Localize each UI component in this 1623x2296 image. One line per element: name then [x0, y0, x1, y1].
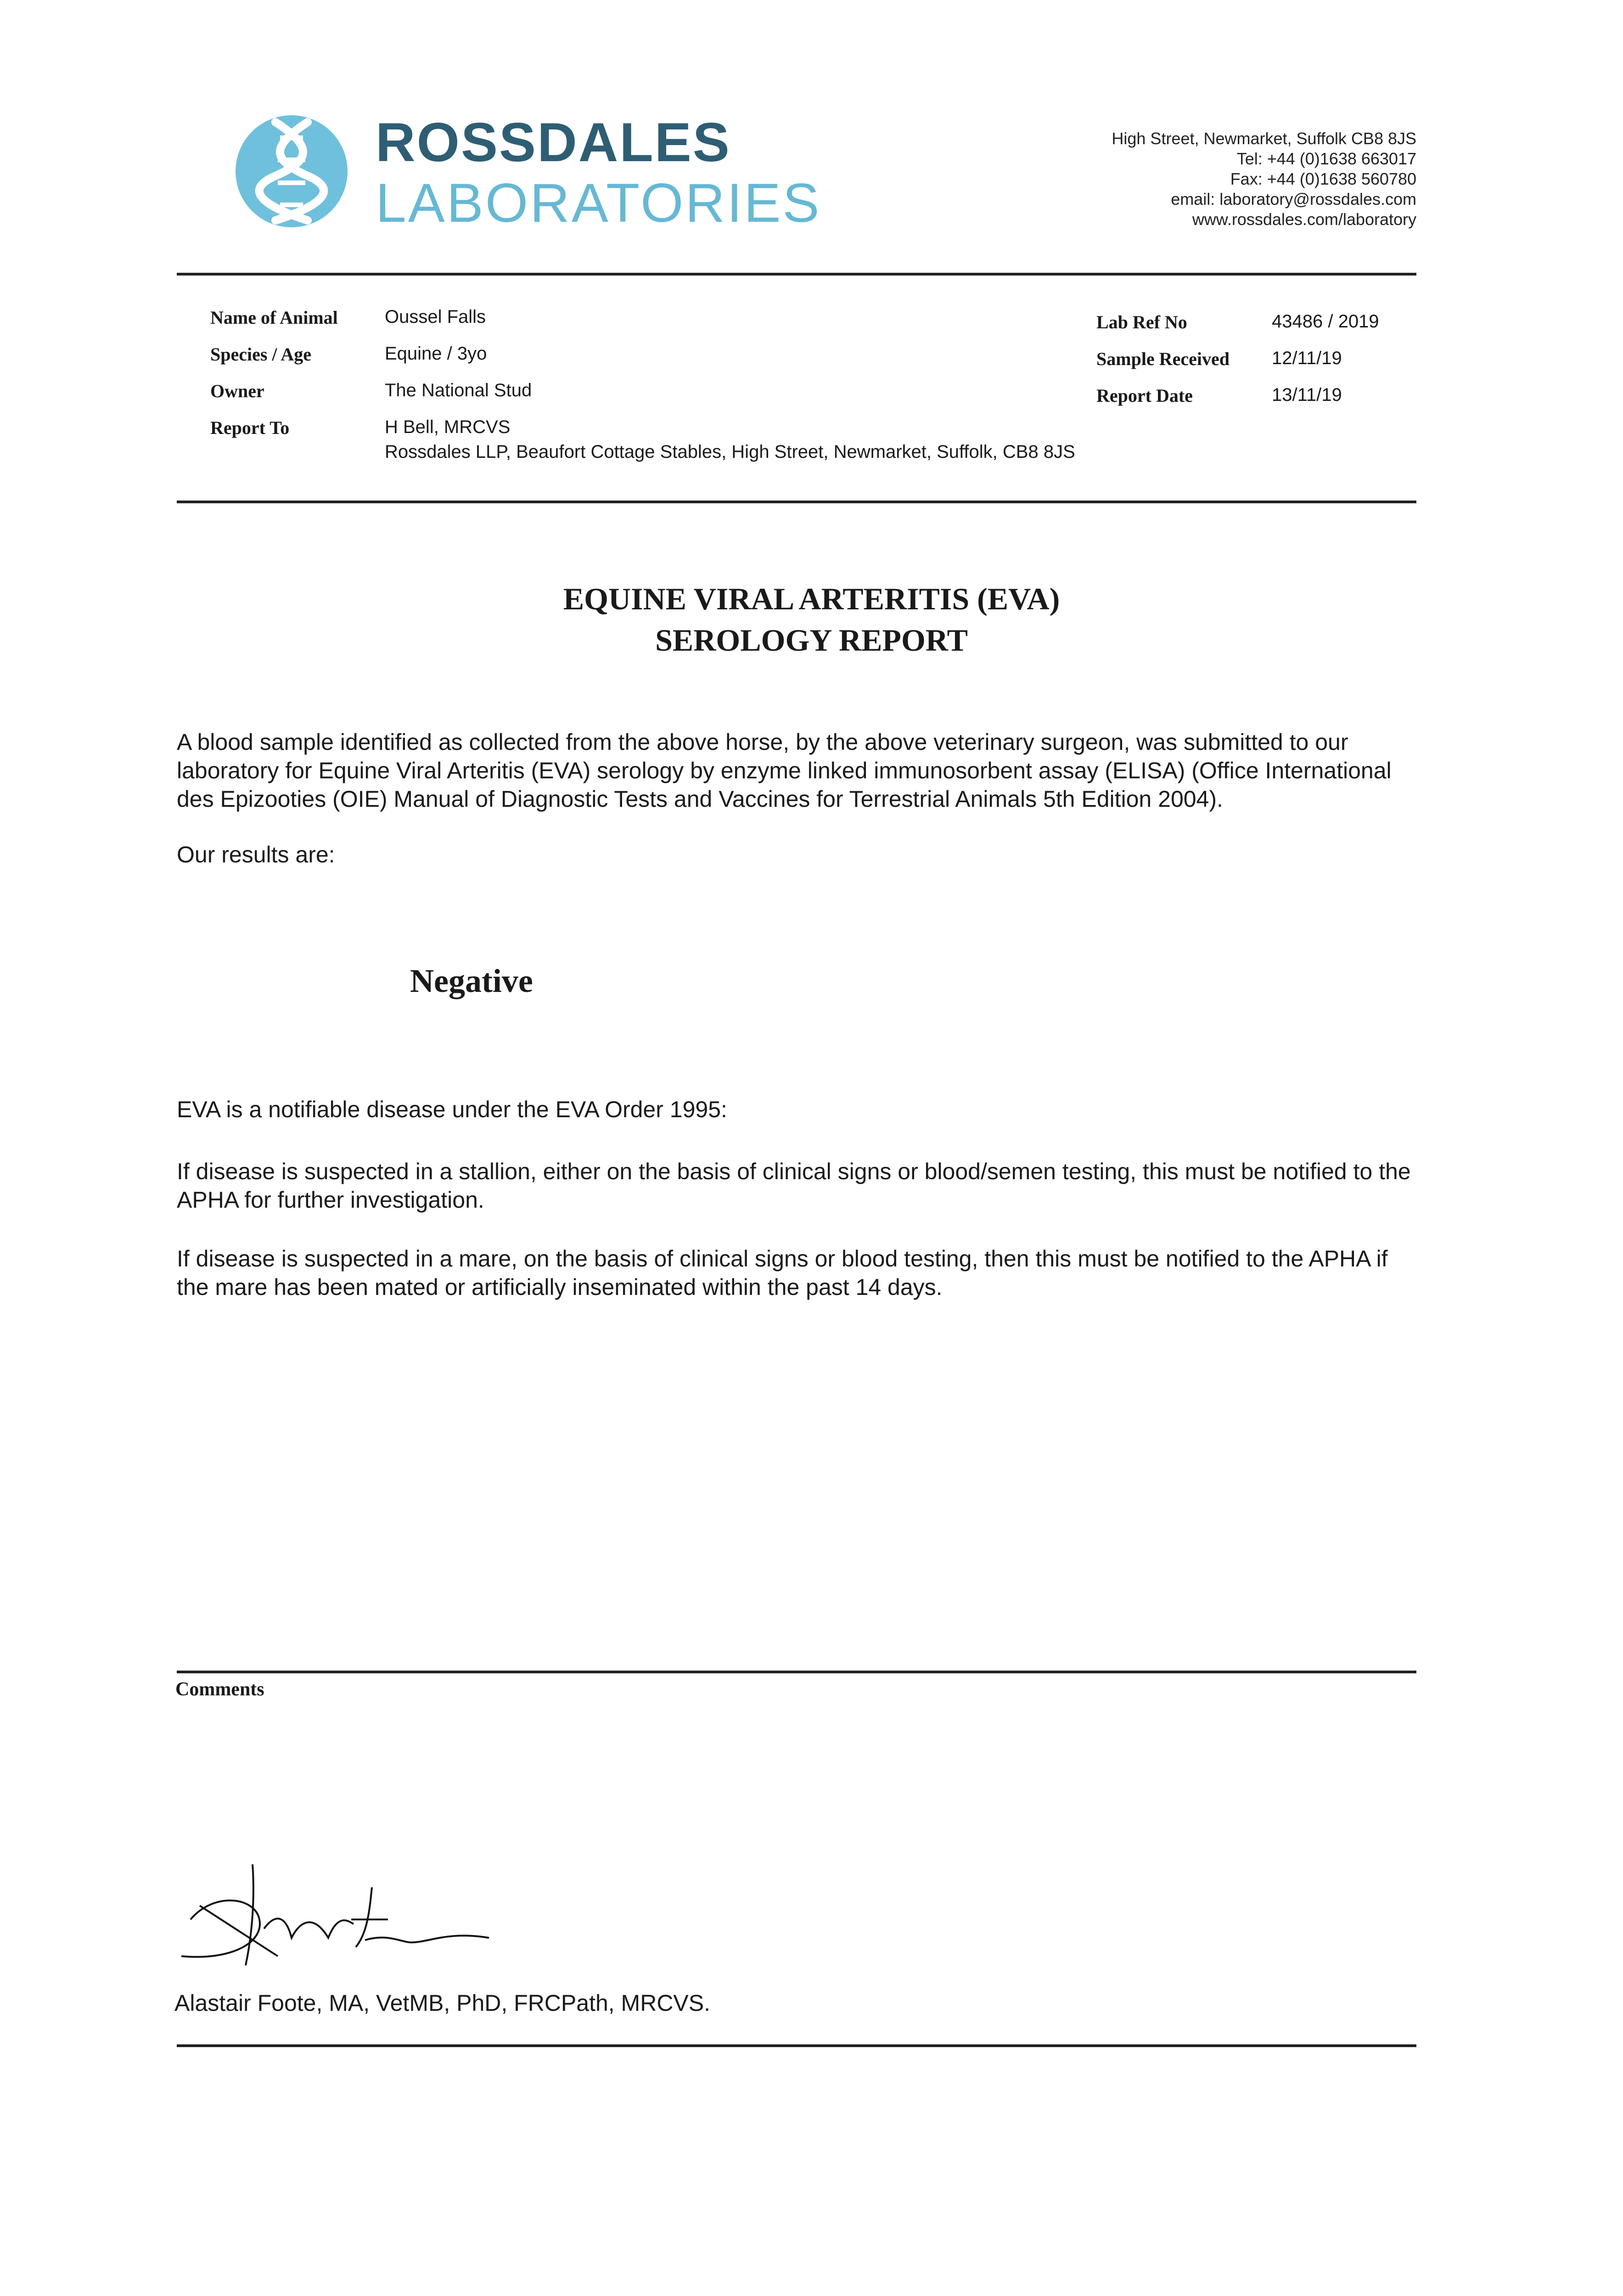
- species-age-value: Equine / 3yo: [385, 343, 487, 364]
- signatory-name: Alastair Foote, MA, VetMB, PhD, FRCPath, MRCVS.: [174, 1990, 711, 2016]
- fax: Fax: +44 (0)1638 560780: [1230, 169, 1416, 188]
- lab-ref-label: Lab Ref No: [1096, 312, 1187, 332]
- results-intro: Our results are:: [177, 842, 335, 867]
- report-date-value: 13/11/19: [1272, 385, 1342, 405]
- sample-received-value: 12/11/19: [1272, 348, 1342, 368]
- signature: [172, 1851, 503, 1988]
- divider-bottom: [177, 2044, 1416, 2047]
- report-to-label: Report To: [210, 417, 290, 438]
- dna-helix-icon: [234, 114, 349, 229]
- species-age-label: Species / Age: [210, 344, 311, 365]
- owner-label: Owner: [210, 381, 264, 401]
- name-of-animal-label: Name of Animal: [210, 307, 338, 328]
- notifiable-statement: EVA is a notifiable disease under the EVA Order 1995:: [177, 1097, 727, 1122]
- name-of-animal-value: Oussel Falls: [385, 307, 486, 327]
- telephone: Tel: +44 (0)1638 663017: [1236, 149, 1416, 168]
- email: email: laboratory@rossdales.com: [1171, 190, 1416, 208]
- logo-wordmark-line1: ROSSDALES: [376, 112, 731, 173]
- contact-block: [1112, 129, 1416, 230]
- report-to-address: Rossdales LLP, Beaufort Cottage Stables, High Street, Newmarket, Suffolk, CB8 8JS: [385, 442, 1075, 462]
- sample-received-label: Sample Received: [1096, 349, 1230, 369]
- divider-top: [177, 273, 1416, 276]
- report-title-line2: SEROLOGY REPORT: [655, 623, 968, 658]
- test-result: Negative: [410, 962, 533, 999]
- address: High Street, Newmarket, Suffolk CB8 8JS: [1112, 129, 1416, 148]
- divider-info: [177, 501, 1416, 503]
- website: www.rossdales.com/laboratory: [1192, 210, 1416, 229]
- report-title-line1: EQUINE VIRAL ARTERITIS (EVA): [563, 581, 1060, 616]
- lab-ref-value: 43486 / 2019: [1272, 311, 1379, 332]
- logo-wordmark-line2: LABORATORIES: [376, 172, 821, 234]
- mare-note: If disease is suspected in a mare, on the basis of clinical signs or blood testing, then this must be notified to the APHA if the mare has been mated or artificially inseminated within the past 14 days.: [177, 1246, 1388, 1300]
- intro-paragraph: A blood sample identified as collected from the above horse, by the above veterinary surgeon, was submitted to our laboratory for Equine Viral Arteritis (EVA) serology by enzyme linked immunosorbent assay (ELISA) (Office International des Epizooties (OIE) Manual of Diagnostic Tests and Vaccines for Terrestrial Animals 5th Edition 2004).: [177, 729, 1392, 812]
- owner-value: The National Stud: [385, 380, 532, 400]
- stallion-note: If disease is suspected in a stallion, either on the basis of clinical signs or blood/semen testing, this must be notified to the APHA for further investigation.: [177, 1159, 1411, 1213]
- comments-label: Comments: [175, 1679, 264, 1700]
- report-date-label: Report Date: [1096, 385, 1193, 406]
- report-to-value: H Bell, MRCVS: [385, 417, 511, 437]
- divider-comments: [177, 1671, 1416, 1673]
